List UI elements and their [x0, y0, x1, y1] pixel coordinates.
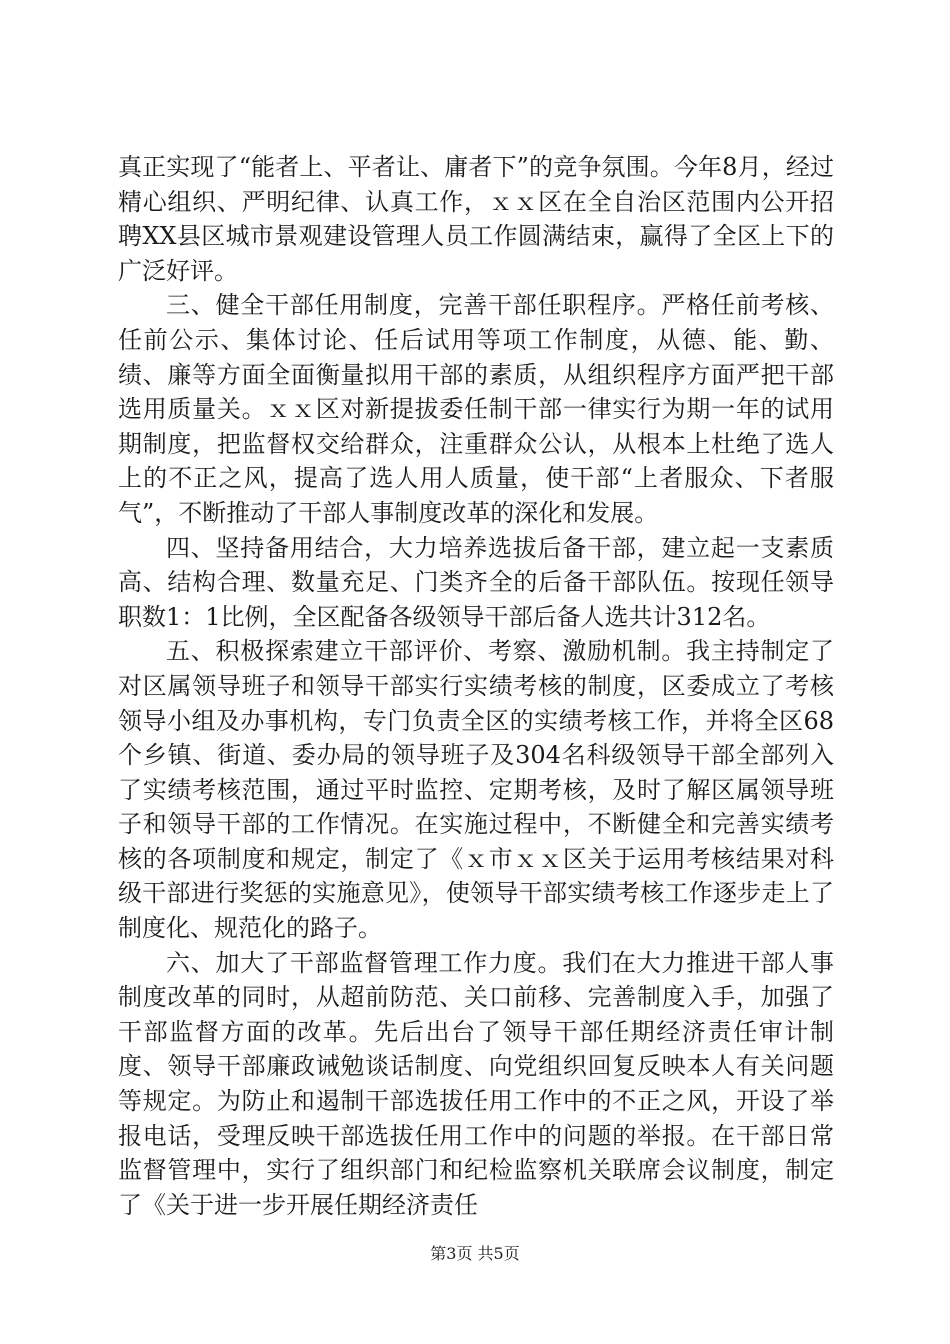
paragraph-section-3: 三、健全干部任用制度，完善干部任职程序。严格任前考核、任前公示、集体讨论、任后试用等项工作制度，从德、能、勤、绩、廉等方面全面衡量拟用干部的素质，从组织程序方面严把干部选用质量关。ｘｘ区对新提拔委任制干部一律实行为期一年的试用期制度，把监督权交给群众，注重群众公认，从根本上杜绝了选人上的不正之风，提高了选人用人质量，使干部“上者服众、下者服气”，不断推动了干部人事制度改革的深化和发展。 — [118, 291, 834, 527]
paragraph-section-6: 六、加大了干部监督管理工作力度。我们在大力推进干部人事制度改革的同时，从超前防范、关口前移、完善制度入手，加强了干部监督方面的改革。先后出台了领导干部任期经济责任审计制度、领导干部廉政诫勉谈话制度、向党组织回复反映本人有关问题等规定。为防止和遏制干部选拔任用工作中的不正之风，开设了举报电话，受理反映干部选拔任用工作中的问题的举报。在干部日常监督管理中，实行了组织部门和纪检监察机关联席会议制度，制定了《关于进一步开展任期经济责任 — [118, 948, 834, 1219]
paragraph-continuation: 真正实现了“能者上、平者让、庸者下”的竞争氛围。今年8月，经过精心组织、严明纪律、认真工作，ｘｘ区在全自治区范围内公开招聘XX县区城市景观建设管理人员工作圆满结束，赢得了全区上下的广泛好评。 — [118, 153, 834, 285]
document-body — [118, 150, 834, 1222]
page-number-footer: 第3页 共5页 — [430, 1244, 520, 1263]
paragraph-section-4: 四、坚持备用结合，大力培养选拔后备干部，建立起一支素质高、结构合理、数量充足、门类齐全的后备干部队伍。按现任领导职数1：1比例，全区配备各级领导干部后备人选共计312名。 — [118, 533, 834, 631]
paragraph-section-5: 五、积极探索建立干部评价、考察、激励机制。我主持制定了对区属领导班子和领导干部实行实绩考核的制度，区委成立了考核领导小组及办事机构，专门负责全区的实绩考核工作，并将全区68个乡镇、街道、委办局的领导班子及304名科级领导干部全部列入了实绩考核范围，通过平时监控、定期考核，及时了解区属领导班子和领导干部的工作情况。在实施过程中，不断健全和完善实绩考核的各项制度和规定，制定了《ｘ市ｘｘ区关于运用考核结果对科级干部进行奖惩的实施意见》，使领导干部实绩考核工作逐步走上了制度化、规范化的路子。 — [118, 637, 834, 943]
